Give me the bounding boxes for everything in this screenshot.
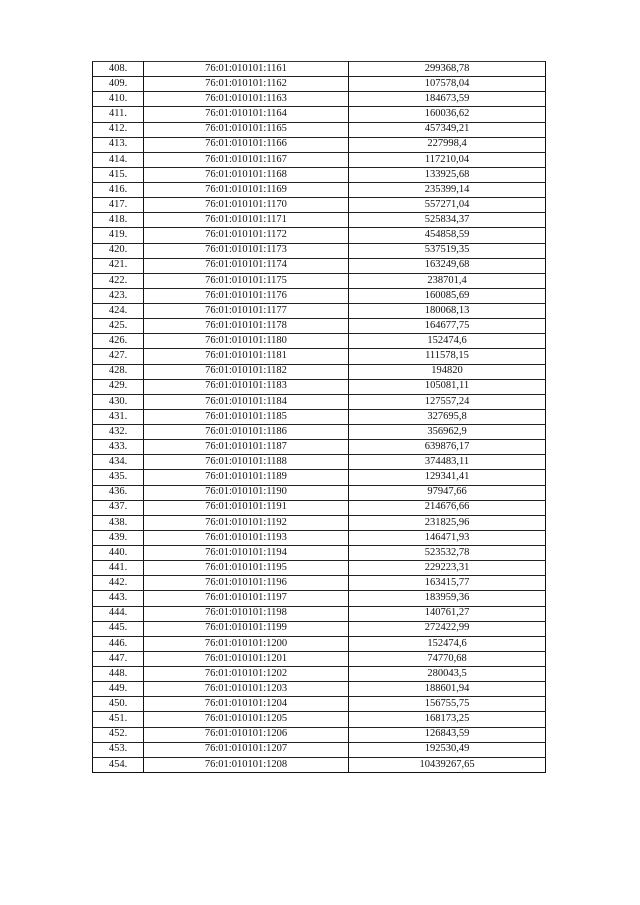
cadastral-number-cell: 76:01:010101:1170 — [144, 198, 349, 213]
row-number-cell: 437. — [93, 500, 144, 515]
cadastral-value-cell: 183959,36 — [349, 591, 546, 606]
cadastral-number-cell: 76:01:010101:1163 — [144, 92, 349, 107]
row-number-cell: 444. — [93, 606, 144, 621]
table-row — [93, 667, 546, 682]
cadastral-number-cell: 76:01:010101:1183 — [144, 379, 349, 394]
cadastral-value-table — [92, 61, 546, 773]
cadastral-value-cell: 227998,4 — [349, 137, 546, 152]
row-number-cell: 434. — [93, 455, 144, 470]
cadastral-value-cell: 374483,11 — [349, 455, 546, 470]
cadastral-number-cell: 76:01:010101:1187 — [144, 440, 349, 455]
cadastral-value-cell: 184673,59 — [349, 92, 546, 107]
cadastral-value-cell: 557271,04 — [349, 198, 546, 213]
table-row — [93, 258, 546, 273]
cadastral-value-cell: 127557,24 — [349, 394, 546, 409]
row-number-cell: 454. — [93, 757, 144, 772]
cadastral-value-cell: 107578,04 — [349, 77, 546, 92]
cadastral-number-cell: 76:01:010101:1167 — [144, 152, 349, 167]
cadastral-number-cell: 76:01:010101:1190 — [144, 485, 349, 500]
table-row — [93, 334, 546, 349]
table-row — [93, 288, 546, 303]
row-number-cell: 420. — [93, 243, 144, 258]
cadastral-number-cell: 76:01:010101:1182 — [144, 364, 349, 379]
cadastral-number-cell: 76:01:010101:1165 — [144, 122, 349, 137]
table-row — [93, 500, 546, 515]
table-row — [93, 319, 546, 334]
table-row — [93, 576, 546, 591]
row-number-cell: 447. — [93, 651, 144, 666]
cadastral-number-cell: 76:01:010101:1177 — [144, 304, 349, 319]
cadastral-number-cell: 76:01:010101:1169 — [144, 183, 349, 198]
cadastral-value-cell: 152474,6 — [349, 334, 546, 349]
cadastral-value-cell: 105081,11 — [349, 379, 546, 394]
row-number-cell: 429. — [93, 379, 144, 394]
row-number-cell: 422. — [93, 273, 144, 288]
row-number-cell: 424. — [93, 304, 144, 319]
table-row — [93, 379, 546, 394]
cadastral-value-cell: 280043,5 — [349, 667, 546, 682]
table-row — [93, 425, 546, 440]
cadastral-value-cell: 160036,62 — [349, 107, 546, 122]
cadastral-value-cell: 140761,27 — [349, 606, 546, 621]
row-number-cell: 441. — [93, 561, 144, 576]
row-number-cell: 416. — [93, 183, 144, 198]
cadastral-value-cell: 457349,21 — [349, 122, 546, 137]
cadastral-value-cell: 74770,68 — [349, 651, 546, 666]
cadastral-value-cell: 146471,93 — [349, 530, 546, 545]
row-number-cell: 428. — [93, 364, 144, 379]
row-number-cell: 440. — [93, 546, 144, 561]
table-row — [93, 682, 546, 697]
cadastral-value-cell: 180068,13 — [349, 304, 546, 319]
table-row — [93, 394, 546, 409]
row-number-cell: 426. — [93, 334, 144, 349]
cadastral-value-cell: 164677,75 — [349, 319, 546, 334]
cadastral-number-cell: 76:01:010101:1196 — [144, 576, 349, 591]
row-number-cell: 417. — [93, 198, 144, 213]
cadastral-number-cell: 76:01:010101:1174 — [144, 258, 349, 273]
row-number-cell: 438. — [93, 515, 144, 530]
cadastral-value-cell: 111578,15 — [349, 349, 546, 364]
table-row — [93, 167, 546, 182]
table-row — [93, 712, 546, 727]
row-number-cell: 425. — [93, 319, 144, 334]
cadastral-number-cell: 76:01:010101:1207 — [144, 742, 349, 757]
cadastral-value-cell: 356962,9 — [349, 425, 546, 440]
cadastral-number-cell: 76:01:010101:1188 — [144, 455, 349, 470]
cadastral-value-cell: 235399,14 — [349, 183, 546, 198]
row-number-cell: 419. — [93, 228, 144, 243]
row-number-cell: 450. — [93, 697, 144, 712]
cadastral-number-cell: 76:01:010101:1189 — [144, 470, 349, 485]
cadastral-number-cell: 76:01:010101:1184 — [144, 394, 349, 409]
table-row — [93, 470, 546, 485]
row-number-cell: 410. — [93, 92, 144, 107]
table-row — [93, 364, 546, 379]
table-row — [93, 621, 546, 636]
table-row — [93, 409, 546, 424]
cadastral-value-cell: 525834,37 — [349, 213, 546, 228]
table-row — [93, 198, 546, 213]
cadastral-value-cell: 129341,41 — [349, 470, 546, 485]
row-number-cell: 442. — [93, 576, 144, 591]
cadastral-number-cell: 76:01:010101:1181 — [144, 349, 349, 364]
cadastral-value-cell: 238701,4 — [349, 273, 546, 288]
row-number-cell: 452. — [93, 727, 144, 742]
row-number-cell: 423. — [93, 288, 144, 303]
table-row — [93, 62, 546, 77]
cadastral-value-cell: 10439267,65 — [349, 757, 546, 772]
cadastral-number-cell: 76:01:010101:1164 — [144, 107, 349, 122]
cadastral-number-cell: 76:01:010101:1203 — [144, 682, 349, 697]
table-row — [93, 273, 546, 288]
row-number-cell: 449. — [93, 682, 144, 697]
table-row — [93, 515, 546, 530]
table-row — [93, 606, 546, 621]
row-number-cell: 435. — [93, 470, 144, 485]
row-number-cell: 432. — [93, 425, 144, 440]
cadastral-number-cell: 76:01:010101:1178 — [144, 319, 349, 334]
cadastral-value-cell: 133925,68 — [349, 167, 546, 182]
table-row — [93, 636, 546, 651]
row-number-cell: 430. — [93, 394, 144, 409]
table-row — [93, 77, 546, 92]
table-row — [93, 92, 546, 107]
cadastral-number-cell: 76:01:010101:1198 — [144, 606, 349, 621]
cadastral-value-cell: 168173,25 — [349, 712, 546, 727]
table-row — [93, 530, 546, 545]
table-body — [93, 62, 546, 773]
table-row — [93, 757, 546, 772]
cadastral-value-cell: 156755,75 — [349, 697, 546, 712]
cadastral-value-cell: 454858,59 — [349, 228, 546, 243]
table-row — [93, 455, 546, 470]
table-row — [93, 561, 546, 576]
cadastral-value-cell: 214676,66 — [349, 500, 546, 515]
cadastral-number-cell: 76:01:010101:1205 — [144, 712, 349, 727]
cadastral-number-cell: 76:01:010101:1185 — [144, 409, 349, 424]
row-number-cell: 427. — [93, 349, 144, 364]
cadastral-value-cell: 163415,77 — [349, 576, 546, 591]
row-number-cell: 413. — [93, 137, 144, 152]
cadastral-number-cell: 76:01:010101:1162 — [144, 77, 349, 92]
cadastral-value-cell: 639876,17 — [349, 440, 546, 455]
cadastral-number-cell: 76:01:010101:1200 — [144, 636, 349, 651]
cadastral-number-cell: 76:01:010101:1186 — [144, 425, 349, 440]
row-number-cell: 412. — [93, 122, 144, 137]
cadastral-number-cell: 76:01:010101:1168 — [144, 167, 349, 182]
cadastral-number-cell: 76:01:010101:1202 — [144, 667, 349, 682]
cadastral-value-cell: 152474,6 — [349, 636, 546, 651]
cadastral-number-cell: 76:01:010101:1201 — [144, 651, 349, 666]
cadastral-number-cell: 76:01:010101:1171 — [144, 213, 349, 228]
row-number-cell: 421. — [93, 258, 144, 273]
table-row — [93, 243, 546, 258]
cadastral-number-cell: 76:01:010101:1193 — [144, 530, 349, 545]
table-row — [93, 349, 546, 364]
cadastral-number-cell: 76:01:010101:1176 — [144, 288, 349, 303]
row-number-cell: 446. — [93, 636, 144, 651]
cadastral-number-cell: 76:01:010101:1194 — [144, 546, 349, 561]
cadastral-number-cell: 76:01:010101:1192 — [144, 515, 349, 530]
cadastral-value-cell: 231825,96 — [349, 515, 546, 530]
table-row — [93, 137, 546, 152]
table-row — [93, 591, 546, 606]
table-row — [93, 440, 546, 455]
cadastral-value-cell: 192530,49 — [349, 742, 546, 757]
table-row — [93, 485, 546, 500]
table-row — [93, 651, 546, 666]
table-row — [93, 228, 546, 243]
table-row — [93, 742, 546, 757]
cadastral-number-cell: 76:01:010101:1204 — [144, 697, 349, 712]
table-row — [93, 697, 546, 712]
row-number-cell: 436. — [93, 485, 144, 500]
table-row — [93, 183, 546, 198]
cadastral-value-cell: 272422,99 — [349, 621, 546, 636]
table-row — [93, 213, 546, 228]
cadastral-value-cell: 160085,69 — [349, 288, 546, 303]
cadastral-number-cell: 76:01:010101:1191 — [144, 500, 349, 515]
cadastral-value-cell: 327695,8 — [349, 409, 546, 424]
cadastral-number-cell: 76:01:010101:1195 — [144, 561, 349, 576]
cadastral-value-cell: 299368,78 — [349, 62, 546, 77]
cadastral-number-cell: 76:01:010101:1180 — [144, 334, 349, 349]
cadastral-number-cell: 76:01:010101:1166 — [144, 137, 349, 152]
row-number-cell: 448. — [93, 667, 144, 682]
cadastral-number-cell: 76:01:010101:1161 — [144, 62, 349, 77]
table-row — [93, 152, 546, 167]
row-number-cell: 443. — [93, 591, 144, 606]
row-number-cell: 453. — [93, 742, 144, 757]
row-number-cell: 433. — [93, 440, 144, 455]
cadastral-value-cell: 97947,66 — [349, 485, 546, 500]
cadastral-value-cell: 117210,04 — [349, 152, 546, 167]
cadastral-number-cell: 76:01:010101:1199 — [144, 621, 349, 636]
table-row — [93, 122, 546, 137]
cadastral-number-cell: 76:01:010101:1197 — [144, 591, 349, 606]
table-row — [93, 107, 546, 122]
table-row — [93, 727, 546, 742]
row-number-cell: 431. — [93, 409, 144, 424]
row-number-cell: 451. — [93, 712, 144, 727]
cadastral-value-cell: 188601,94 — [349, 682, 546, 697]
row-number-cell: 418. — [93, 213, 144, 228]
cadastral-value-cell: 523532,78 — [349, 546, 546, 561]
row-number-cell: 411. — [93, 107, 144, 122]
row-number-cell: 439. — [93, 530, 144, 545]
cadastral-number-cell: 76:01:010101:1206 — [144, 727, 349, 742]
cadastral-value-cell: 163249,68 — [349, 258, 546, 273]
cadastral-value-cell: 537519,35 — [349, 243, 546, 258]
cadastral-value-cell: 194820 — [349, 364, 546, 379]
row-number-cell: 409. — [93, 77, 144, 92]
cadastral-value-cell: 229223,31 — [349, 561, 546, 576]
cadastral-number-cell: 76:01:010101:1173 — [144, 243, 349, 258]
table-row — [93, 304, 546, 319]
cadastral-number-cell: 76:01:010101:1175 — [144, 273, 349, 288]
cadastral-number-cell: 76:01:010101:1172 — [144, 228, 349, 243]
table-row — [93, 546, 546, 561]
cadastral-value-cell: 126843,59 — [349, 727, 546, 742]
row-number-cell: 408. — [93, 62, 144, 77]
row-number-cell: 445. — [93, 621, 144, 636]
row-number-cell: 415. — [93, 167, 144, 182]
row-number-cell: 414. — [93, 152, 144, 167]
cadastral-number-cell: 76:01:010101:1208 — [144, 757, 349, 772]
